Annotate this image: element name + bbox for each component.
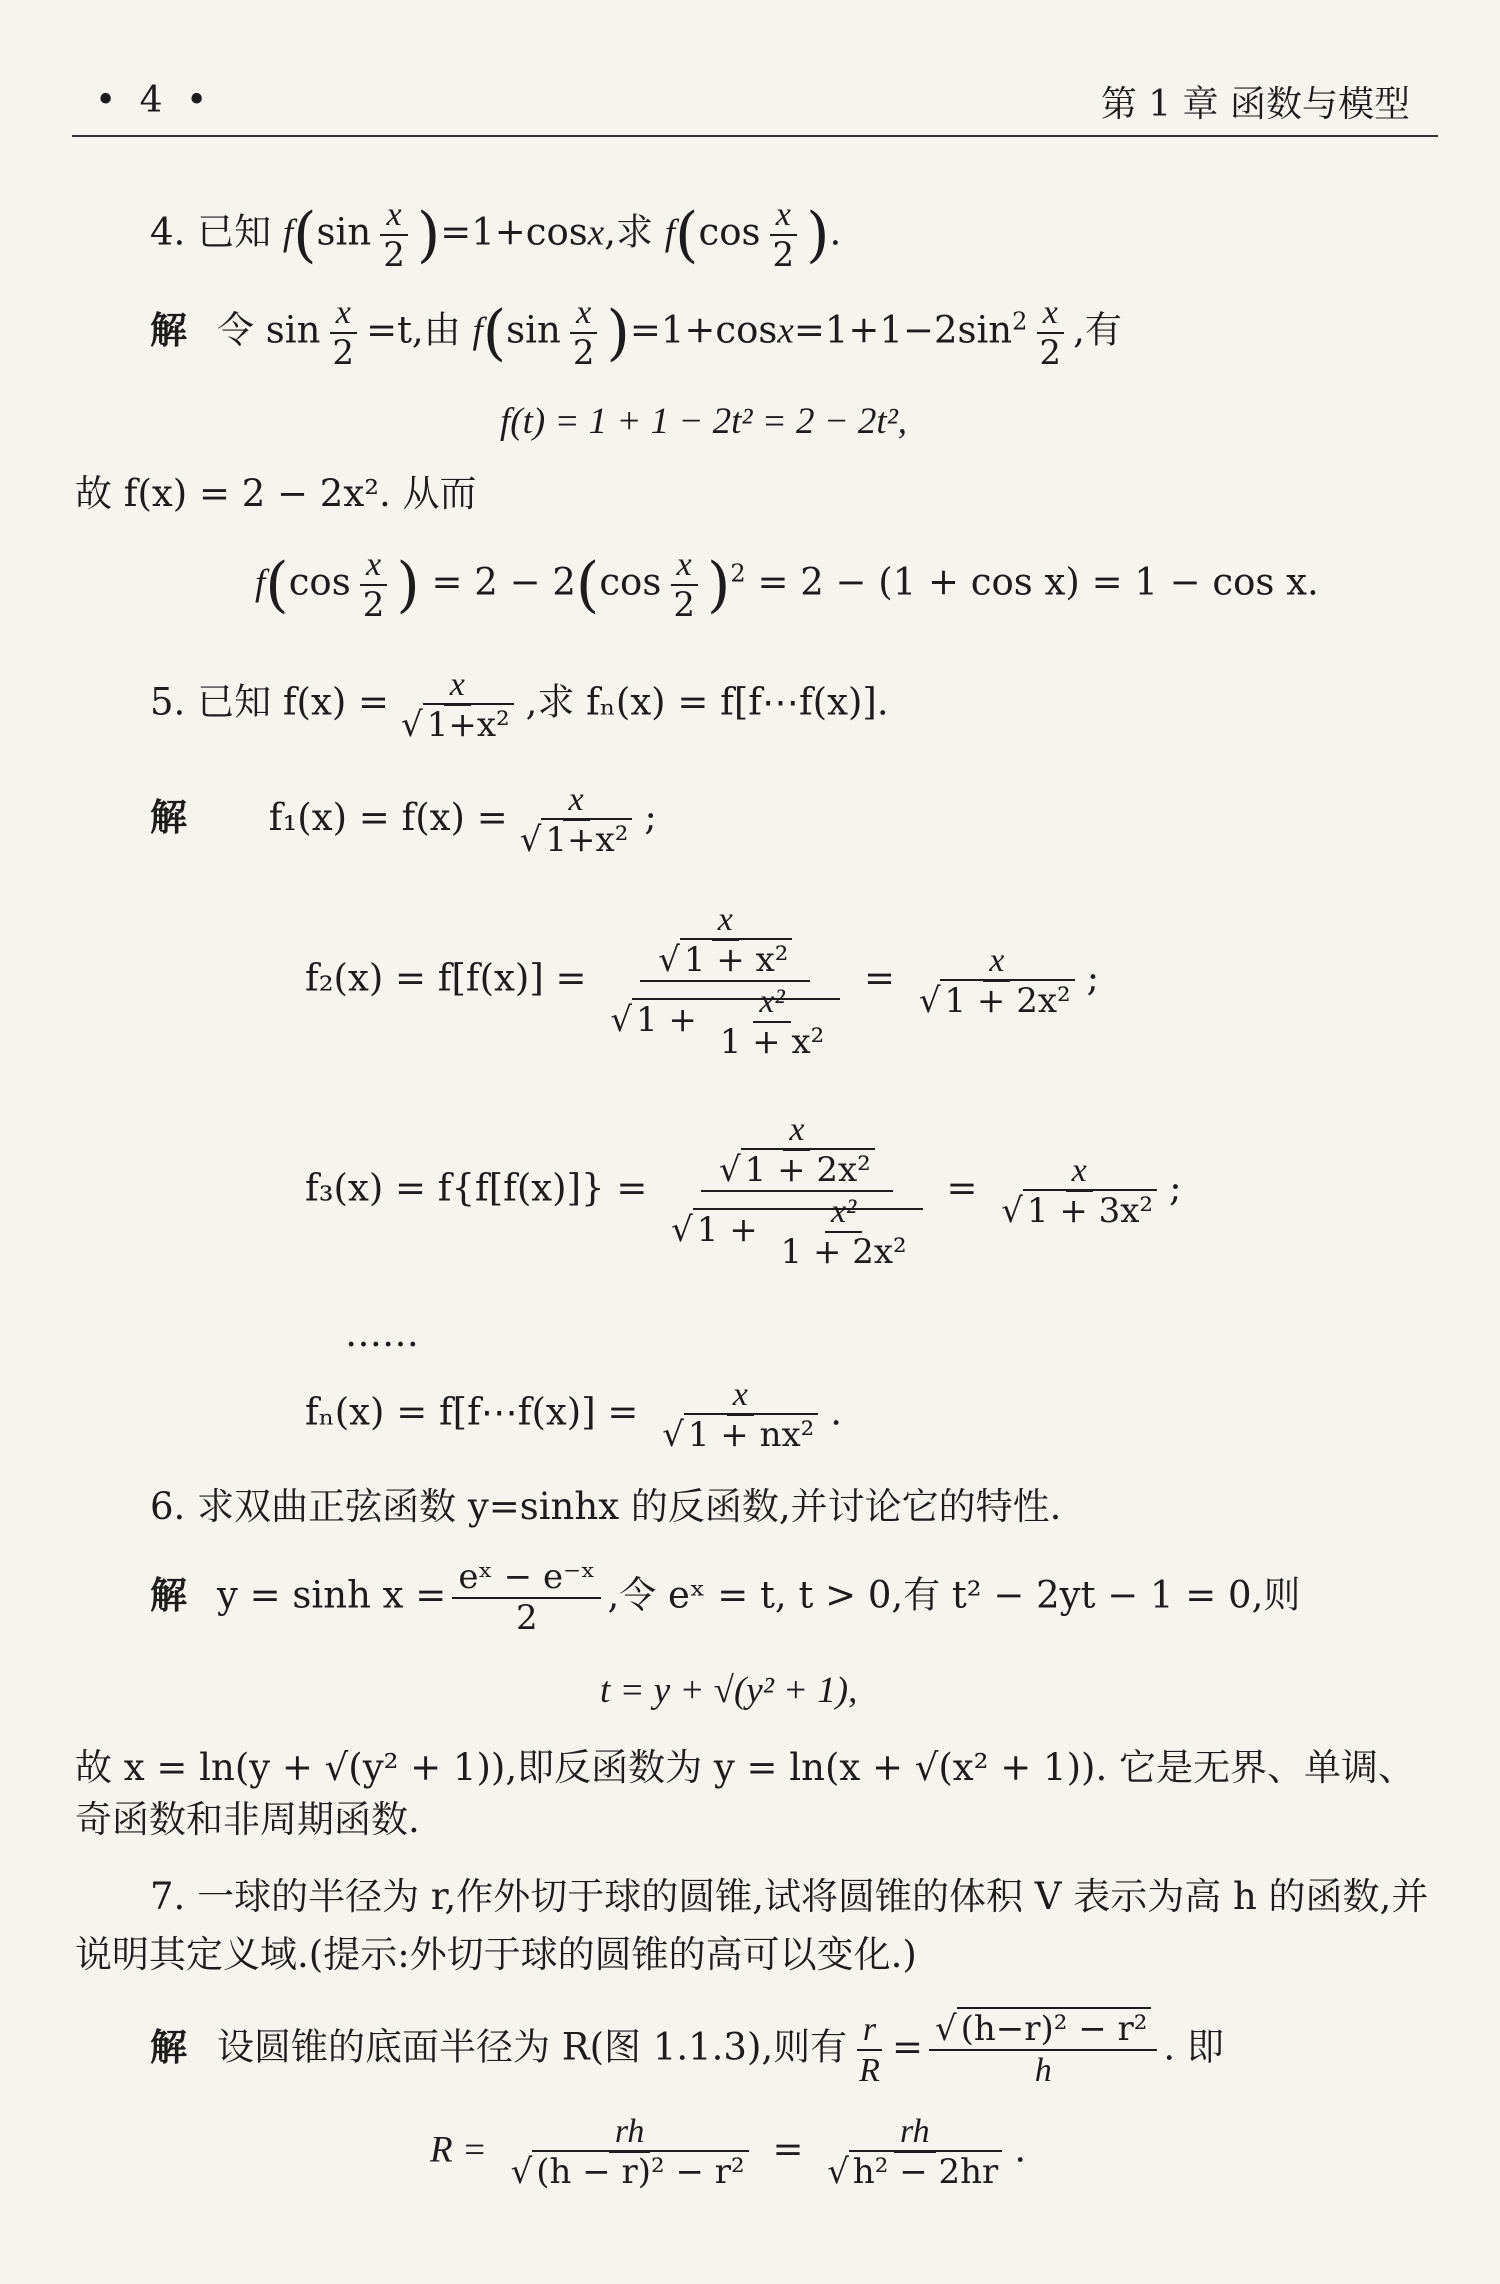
- problem-4-eq2: f(cos $\frac{x}{2}$ ) = 2 − 2(cos $\frac{x}{2}$ )$^2$ = 2 − (1 + cos x) = 1 − cos x.: [255, 546, 1319, 626]
- problem-4-question: 4. 已知 f(sin $\frac{x}{2}$ )=1+cosx,求 f(cos $\frac{x}{2}$ ).: [150, 196, 842, 276]
- problem-7-eq: R = $\frac{rh}{\text{√ (h − r)² − r²}}$ = $\frac{rh}{\text{√ h² − 2hr}}$ .: [430, 2113, 1027, 2193]
- page-number: • 4 •: [95, 80, 214, 121]
- problem-6-question: 6. 求双曲正弦函数 y=sinhx 的反函数,并讨论它的特性.: [150, 1485, 1062, 1528]
- problem-5-f1: 解 f₁(x) = f(x) = $\frac{x}{\text{√ 1+x²}}$ ;: [150, 781, 657, 861]
- problem-5-dots: ……: [345, 1312, 419, 1355]
- problem-6-solution-line: 解 y = sinh x = $\frac{\text{eˣ − e⁻ˣ}}{2}$ ,令 eˣ = t, t > 0,有 t² − 2yt − 1 = 0,则: [150, 1557, 1301, 1639]
- header-rule: [72, 135, 1438, 137]
- problem-6-conclusion: 故 x = ln(y + √(y² + 1)),即反函数为 y = ln(x + √(x² + 1)). 它是无界、单调、奇函数和非周期函数.: [75, 1746, 1415, 1841]
- problem-5-fn: fₙ(x) = f[f⋯f(x)] = $\frac{x}{\text{√ 1 + nx²}}$ .: [305, 1376, 843, 1456]
- problem-6-eq: t = y + √(y² + 1),: [600, 1670, 858, 1711]
- problem-7-solution-line: 解 设圆锥的底面半径为 R(图 1.1.3),则有 $\frac{r}{R}$ = $\frac{\text{√ (h−r)² − r²}}{h}$ . 即: [150, 2009, 1224, 2090]
- chapter-title: 第 1 章 函数与模型: [1100, 84, 1410, 125]
- problem-5-question: 5. 已知 f(x) = $\frac{x}{\text{√ 1+x²}}$ ,求 fₙ(x) = f[f⋯f(x)].: [150, 666, 889, 746]
- problem-4-line2: 故 f(x) = 2 − 2x². 从而: [75, 472, 477, 515]
- problem-7-question: 7. 一球的半径为 r,作外切于球的圆锥,试将圆锥的体积 V 表示为高 h 的函数,并说明其定义域.(提示:外切于球的圆锥的高可以变化.): [75, 1875, 1429, 1976]
- problem-4-eq1: f(t) = 1 + 1 − 2t² = 2 − 2t²,: [500, 401, 908, 442]
- problem-5-f2: f₂(x) = f[f(x)] = $\frac{x}{\text{√ 1 + x²}}$ √ 1 + $\frac{\text{x²}}{\text{1 + x²}}$ = $\frac{x}{\text{√ 1 + 2x²}}$ ;: [305, 901, 1100, 1063]
- problem-5-f3: f₃(x) = f{f[f(x)]} = $\frac{x}{\text{√ 1 + 2x²}}$ √ 1 + $\frac{\text{x²}}{\text{1 + 2x²}}$ = $\frac{x}{\text{√ 1 + 3x²}}$ ;: [305, 1111, 1182, 1273]
- problem-4-solution-line: 解 令 sin $\frac{x}{2}$ =t,由 f(sin $\frac{x}{2}$ )$=1+\cos x=1+1-2\sin^2$ $\frac{x}{2}$ ,有: [150, 294, 1122, 374]
